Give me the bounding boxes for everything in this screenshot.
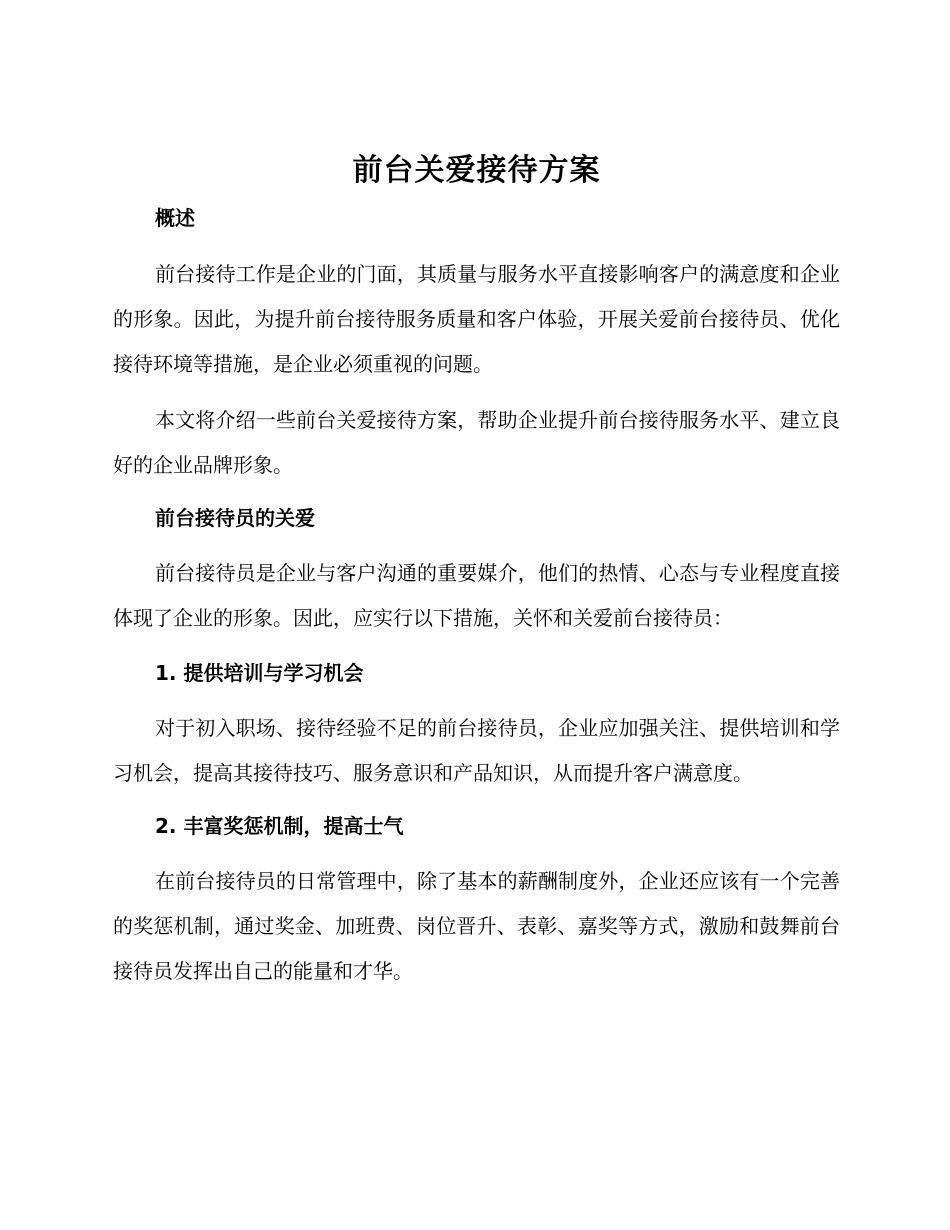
item-paragraph-rewards: 在前台接待员的日常管理中，除了基本的薪酬制度外，企业还应该有一个完善的奖惩机制，通过奖金、加班费、岗位晋升、表彰、嘉奖等方式，激励和鼓舞前台接待员发挥出自己的能量和才华。 — [113, 869, 840, 983]
overview-paragraph-1: 前台接待工作是企业的门面，其质量与服务水平直接影响客户的满意度和企业的形象。因此，为提升前台接待服务质量和客户体验，开展关爱前台接待员、优化接待环境等措施，是企业必须重视的问题。 — [113, 262, 840, 376]
overview-paragraph-2: 本文将介绍一些前台关爱接待方案，帮助企业提升前台接待服务水平、建立良好的企业品牌形象。 — [113, 408, 840, 477]
item-heading-rewards: 2. 丰富奖惩机制，提高士气 — [155, 814, 404, 838]
document-title: 前台关爱接待方案 — [352, 153, 601, 188]
section-heading-overview: 概述 — [155, 206, 195, 230]
item-paragraph-training: 对于初入职场、接待经验不足的前台接待员，企业应加强关注、提供培训和学习机会，提高其接待技巧、服务意识和产品知识，从而提升客户满意度。 — [113, 716, 840, 785]
section-heading-receptionist-care: 前台接待员的关爱 — [155, 506, 315, 530]
item-heading-training: 1. 提供培训与学习机会 — [155, 661, 364, 685]
receptionist-care-paragraph: 前台接待员是企业与客户沟通的重要媒介，他们的热情、心态与专业程度直接体现了企业的形象。因此，应实行以下措施，关怀和关爱前台接待员： — [113, 561, 840, 630]
